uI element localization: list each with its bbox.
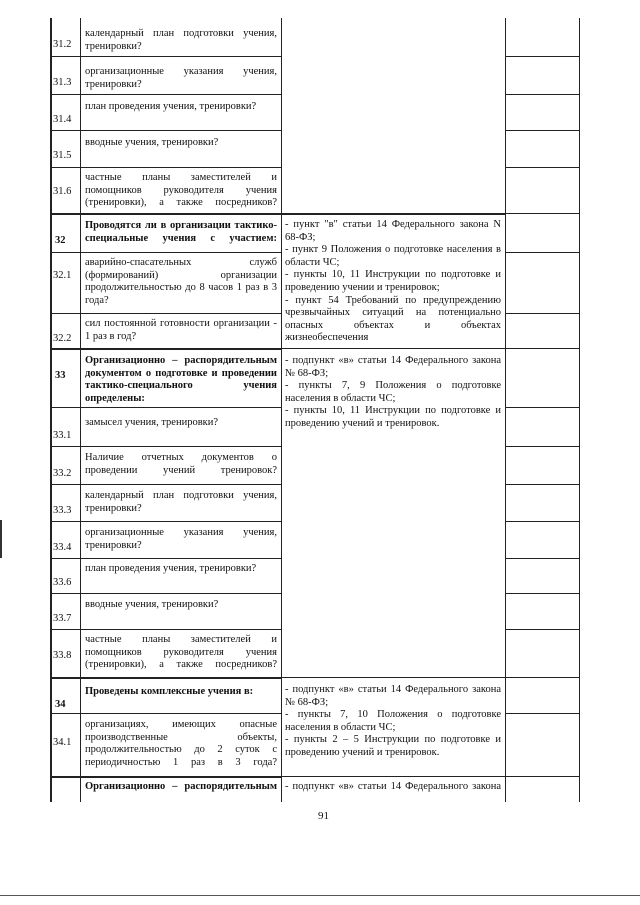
question-text: частные планы заместителей и помощников руководителя учения (тренировки), а также посредников? [85,634,277,671]
row-line [50,484,281,485]
reference-item: - пункт 54 Требований по предупреждению чрезвычайных ситуаций на потенциально опасных объектах и объектах жизнеобеспечения [285,294,501,344]
row-number: 33.3 [53,505,72,516]
row-number: 31.6 [53,186,72,197]
question-text: Наличие отчетных документов о проведении учений тренировок? [85,452,277,476]
reference-group-line [281,677,505,678]
answer-line [505,677,580,678]
row-number: 33.2 [53,468,72,479]
row-line [50,593,281,594]
row-number: 32 [55,235,66,246]
row-number: 32.1 [53,270,72,281]
page-number: 91 [318,810,329,822]
question-text: организационные указания учения, тренировки? [85,66,277,90]
question-text: частные планы заместителей и помощников руководителя учения (тренировки), а также посредников? [85,172,277,209]
row-number: 33.7 [53,613,72,624]
column-divider-answer [579,18,580,802]
reference-group-34 [285,684,501,760]
row-line [50,407,281,408]
question-text: календарный план подготовки учения, тренировки? [85,28,277,52]
row-number: 34.1 [53,737,72,748]
column-divider-question [281,18,282,802]
question-text: план проведения учения, тренировки? [85,101,257,112]
answer-line [505,446,580,447]
question-text: Проводятся ли в организации тактико-специальные учения с участием: [85,220,277,244]
question-text: организациях, имеющих опасные производственные объекты, продолжительностью до 2 суток с периодичностью 1 раз в 3 года? [85,719,277,768]
row-number: 34 [55,699,66,710]
row-line [50,348,281,350]
reference-item: - пункт "в" статьи 14 Федерального закона N 68-ФЗ; [285,219,501,243]
question-text: план проведения учения, тренировки? [85,563,257,574]
question-text: сил постоянной готовности организации - 1 раз в год? [85,318,277,342]
reference-group-33 [285,355,501,431]
answer-line [505,484,580,485]
column-divider-reference [505,18,506,802]
row-line [50,313,281,314]
row-number: 33 [55,370,66,381]
question-text: аварийно-спасательных служб (формирований) организации продолжительностью до 8 часов 1 раз в 3 года? [85,257,277,306]
answer-line [505,776,580,777]
answer-line [505,558,580,559]
row-number: 33.8 [53,650,72,661]
row-line [50,167,281,168]
table-border-left [50,18,52,802]
row-line [50,56,281,57]
row-line [50,558,281,559]
reference-group-line [281,213,505,215]
answer-line [505,167,580,168]
answer-line [505,713,580,714]
row-line [50,629,281,630]
reference-group-32 [285,219,501,345]
scan-artifact [0,895,640,896]
question-text: вводные учения, тренировки? [85,599,219,610]
question-text: Организационно – распорядительным [85,781,277,792]
reference-item: - подпункт «в» статьи 14 Федерального закона № 68-ФЗ; [285,684,501,708]
reference-item: - пункты 7, 9 Положения о подготовке населения в области ЧС; [285,380,501,404]
row-line [50,446,281,447]
scan-artifact [0,520,2,558]
row-number: 33.4 [53,542,72,553]
reference-item: - пункты 10, 11 Инструкции по подготовке и проведению учений и тренировок. [285,405,501,429]
row-number: 31.5 [53,150,72,161]
answer-line [505,213,580,214]
answer-line [505,313,580,314]
row-line [50,521,281,522]
row-line [50,130,281,131]
row-line [50,677,281,679]
question-text: вводные учения, тренировки? [85,137,219,148]
reference-item: - пункт 9 Положения о подготовке населения в области ЧС; [285,244,501,268]
answer-line [505,130,580,131]
row-number: 31.2 [53,39,72,50]
answer-line [505,407,580,408]
answer-line [505,521,580,522]
row-line [50,213,281,215]
question-text: замысел учения, тренировки? [85,417,219,428]
answer-line [505,593,580,594]
row-line [50,94,281,95]
question-text: Организационно – распорядительным документом о подготовке и проведении тактико-специального учения определены: [85,355,277,404]
row-number: 33.6 [53,577,72,588]
row-number: 33.1 [53,430,72,441]
answer-line [505,94,580,95]
row-number: 31.4 [53,114,72,125]
question-text: организационные указания учения, тренировки? [85,527,277,551]
reference-item: - подпункт «в» статьи 14 Федерального закона [285,781,501,792]
answer-line [505,56,580,57]
row-line [50,776,281,778]
row-line [50,252,281,253]
question-text: календарный план подготовки учения, тренировки? [85,490,277,514]
column-divider-number [80,18,81,802]
reference-group-line [281,348,505,349]
row-number: 31.3 [53,77,72,88]
row-number: 32.2 [53,333,72,344]
answer-line [505,348,580,349]
question-text: Проведены комплексные учения в: [85,686,254,697]
reference-item: - подпункт «в» статьи 14 Федерального закона № 68-ФЗ; [285,355,501,379]
reference-group-line [281,776,505,777]
answer-line [505,629,580,630]
reference-group-last [285,781,501,794]
reference-item: - пункты 10, 11 Инструкции по подготовке и проведению учении и тренировок; [285,269,501,293]
answer-line [505,252,580,253]
row-line [50,713,281,714]
reference-item: - пункты 2 – 5 Инструкции по подготовке и проведению учений и тренировок. [285,734,501,758]
reference-item: - пункты 7, 10 Положения о подготовке населения в области ЧС; [285,709,501,733]
